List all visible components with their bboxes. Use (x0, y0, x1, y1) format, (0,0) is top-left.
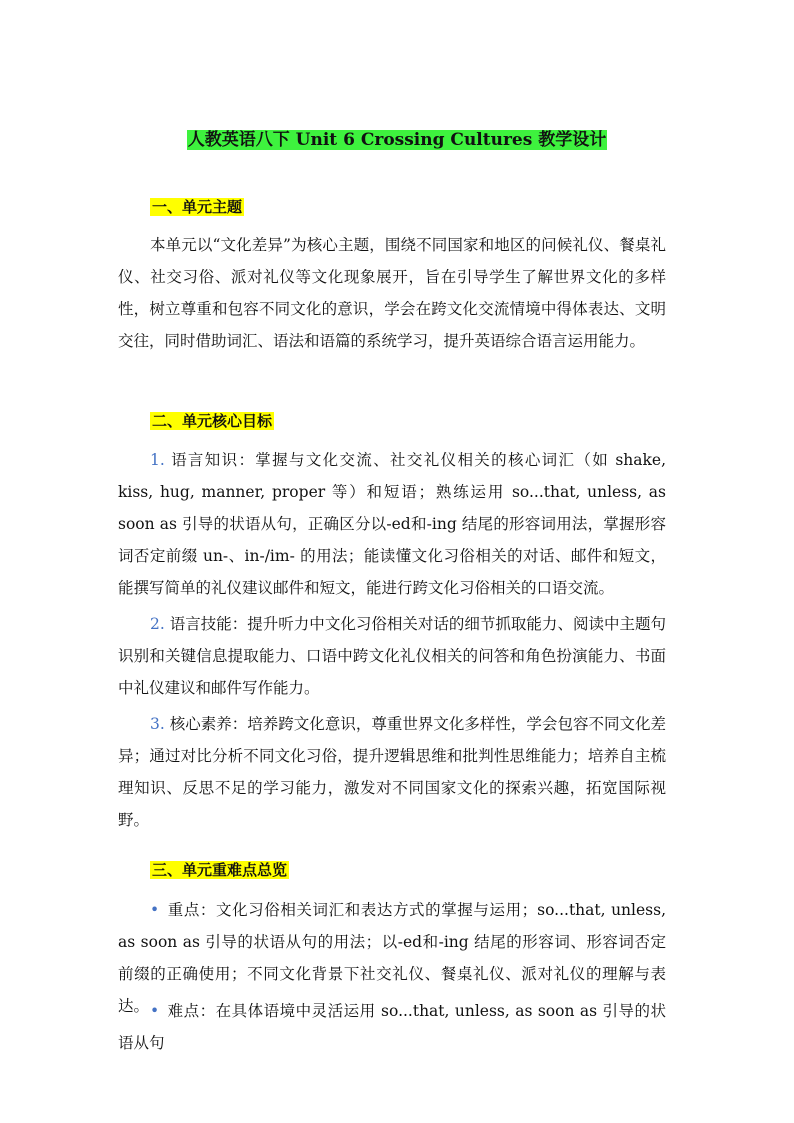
keypoint-item-2 (118, 995, 666, 1059)
section-heading-theme (150, 196, 244, 218)
goal-item-2 (118, 608, 666, 704)
section-heading-keypoints (150, 859, 289, 881)
goal-text-3: 核心素养：培养跨文化意识，尊重世界文化多样性，学会包容不同文化差异；通过对比分析不同文化习俗，提升逻辑思维和批判性思维能力；培养自主梳理知识、反思不足的学习能力，激发对不同国家文化的探索兴趣，拓宽国际视野。 (118, 715, 666, 829)
goal-number-1: 1. (150, 451, 165, 469)
section-heading-theme-text: 一、单元主题 (152, 198, 243, 216)
bullet-icon: • (150, 1002, 160, 1020)
keypoint-text-1: 重点：文化习俗相关词汇和表达方式的掌握与运用；so...that, unless, as soon as 引导的状语从句的用法；以-ed和-ing 结尾的形容词、形容词否定前缀的正确使用；不同文化背景下社交礼仪、餐桌礼仪、派对礼仪的理解与表达。 (118, 901, 666, 1015)
bullet-icon: • (150, 901, 160, 919)
goal-item-1 (118, 444, 666, 604)
goal-number-2: 2. (150, 615, 165, 633)
keypoint-text-2: 难点：在具体语境中灵活运用 so...that, unless, as soon as 引导的状语从句 (118, 1002, 666, 1052)
goal-text-1: 语言知识：掌握与文化交流、社交礼仪相关的核心词汇（如 shake, kiss, hug, manner, proper 等）和短语；熟练运用 so...that, unless, as soon as 引导的状语从句，正确区分以-ed和-ing 结尾的形容词用法，掌握形容词否定前缀 un-、in-/im- 的用法；能读懂文化习俗相关的对话、邮件和短文，能撰写简单的礼仪建议邮件和短文，能进行跨文化习俗相关的口语交流。 (118, 451, 666, 597)
document-title-text: 人教英语八下 Unit 6 Crossing Cultures 教学设计 (187, 130, 607, 150)
section-heading-keypoints-text: 三、单元重难点总览 (152, 861, 288, 879)
section-heading-goals (150, 410, 274, 432)
goal-item-3 (118, 708, 666, 836)
document-title (0, 127, 794, 153)
theme-paragraph: 本单元以“文化差异”为核心主题，围绕不同国家和地区的问候礼仪、餐桌礼仪、社交习俗、派对礼仪等文化现象展开，旨在引导学生了解世界文化的多样性，树立尊重和包容不同文化的意识，学会在跨文化交流情境中得体表达、文明交往，同时借助词汇、语法和语篇的系统学习，提升英语综合语言运用能力。 (118, 236, 666, 350)
goal-number-3: 3. (150, 715, 165, 733)
section-heading-goals-text: 二、单元核心目标 (152, 412, 273, 430)
goal-text-2: 语言技能：提升听力中文化习俗相关对话的细节抓取能力、阅读中主题句识别和关键信息提取能力、口语中跨文化礼仪相关的问答和角色扮演能力、书面中礼仪建议和邮件写作能力。 (118, 615, 666, 697)
